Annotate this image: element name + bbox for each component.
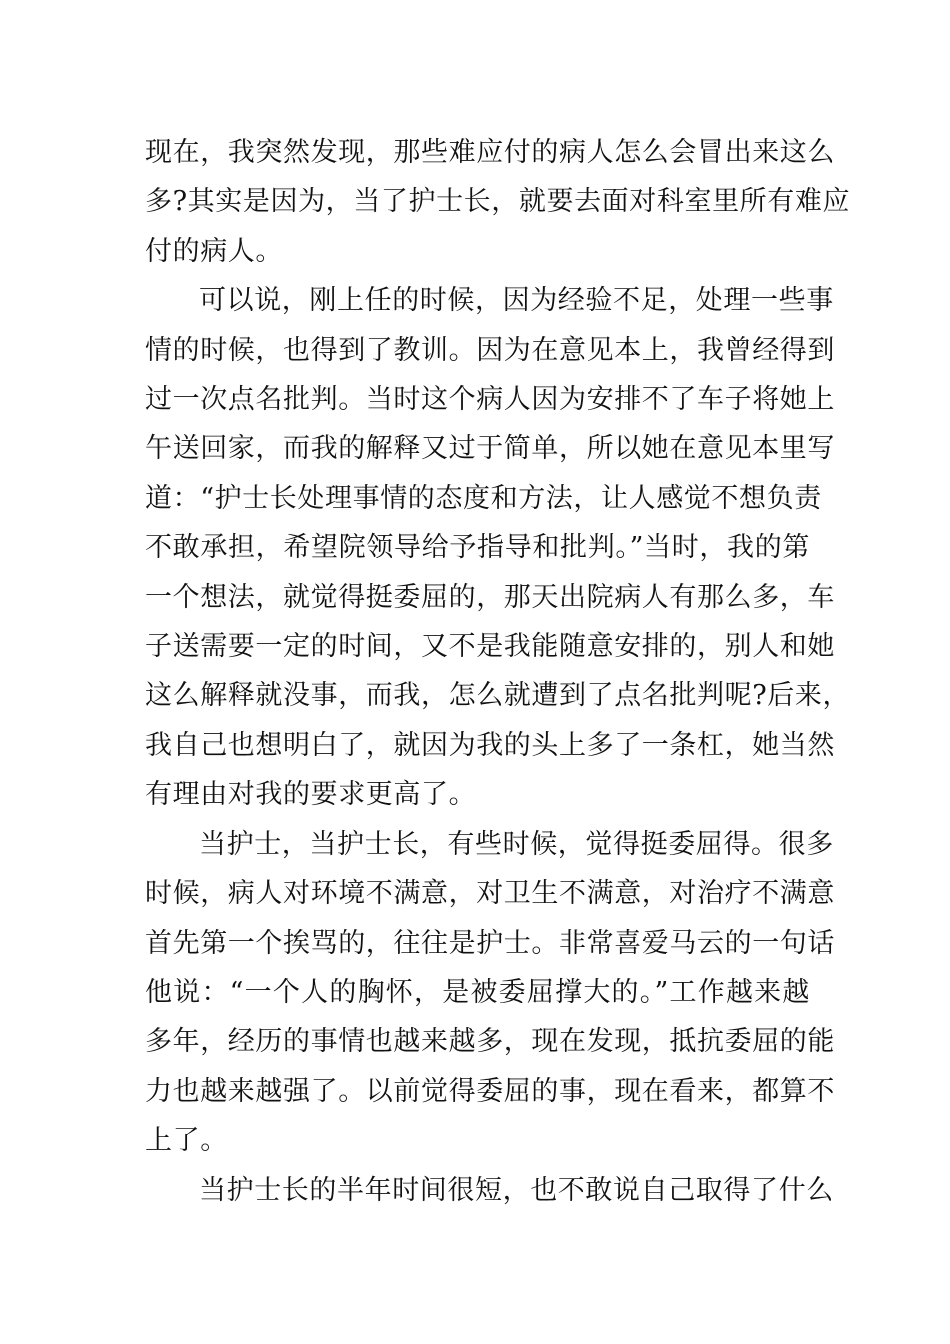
text-line: 情的时候，也得到了教训。因为在意见本上，我曾经得到 [145,334,835,366]
text-line: 一个想法，就觉得挺委屈的，那天出院病人有那么多，车 [145,581,835,613]
paragraph-3 [145,820,835,1166]
text-line: 力也越来越强了。以前觉得委屈的事，现在看来，都算不 [145,1075,835,1107]
text-line: 我自己也想明白了，就因为我的头上多了一条杠，她当然 [145,729,835,761]
text-line: 他说：“一个人的胸怀，是被委屈撑大的。”工作越来越 [145,976,810,1008]
text-line: 现在，我突然发现，那些难应付的病人怎么会冒出来这么 [145,137,835,168]
text-line: 多年，经历的事情也越来越多，现在发现，抵抗委屈的能 [145,1026,835,1058]
text-line: 子送需要一定的时间，又不是我能随意安排的，别人和她 [145,631,835,663]
paragraph-2 [145,276,851,819]
text-line: 不敢承担，希望院领导给予指导和批判。”当时，我的第 [145,532,810,564]
text-line: 这么解释就没事，而我，怎么就遭到了点名批判呢?后来， [145,680,851,712]
text-line: 午送回家，而我的解释又过于简单，所以她在意见本里写 [145,433,835,465]
text-line: 道：“护士长处理事情的态度和方法，让人感觉不想负责 [145,482,822,514]
text-line: 首先第一个挨骂的，往往是护士。非常喜爱马云的一句话 [145,927,835,959]
text-line: 时候，病人对环境不满意，对卫生不满意，对治疗不满意 [145,878,835,910]
text-line: 过一次点名批判。当时这个病人因为安排不了车子将她上 [145,384,835,416]
text-line: 当护士，当护士长，有些时候，觉得挺委屈得。很多 [199,828,834,860]
paragraph-1 [145,128,851,276]
text-line: 当护士长的半年时间很短，也不敢说自己取得了什么 [199,1174,834,1206]
paragraph-4 [145,1166,834,1215]
text-line: 有理由对我的要求更高了。 [145,779,477,811]
text-line: 付的病人。 [145,235,283,267]
text-line: 可以说，刚上任的时候，因为经验不足，处理一些事 [199,285,834,317]
body-text [145,128,851,1215]
text-line: 上了。 [145,1125,228,1157]
text-line: 多?其实是因为，当了护士长，就要去面对科室里所有难应 [145,186,851,218]
